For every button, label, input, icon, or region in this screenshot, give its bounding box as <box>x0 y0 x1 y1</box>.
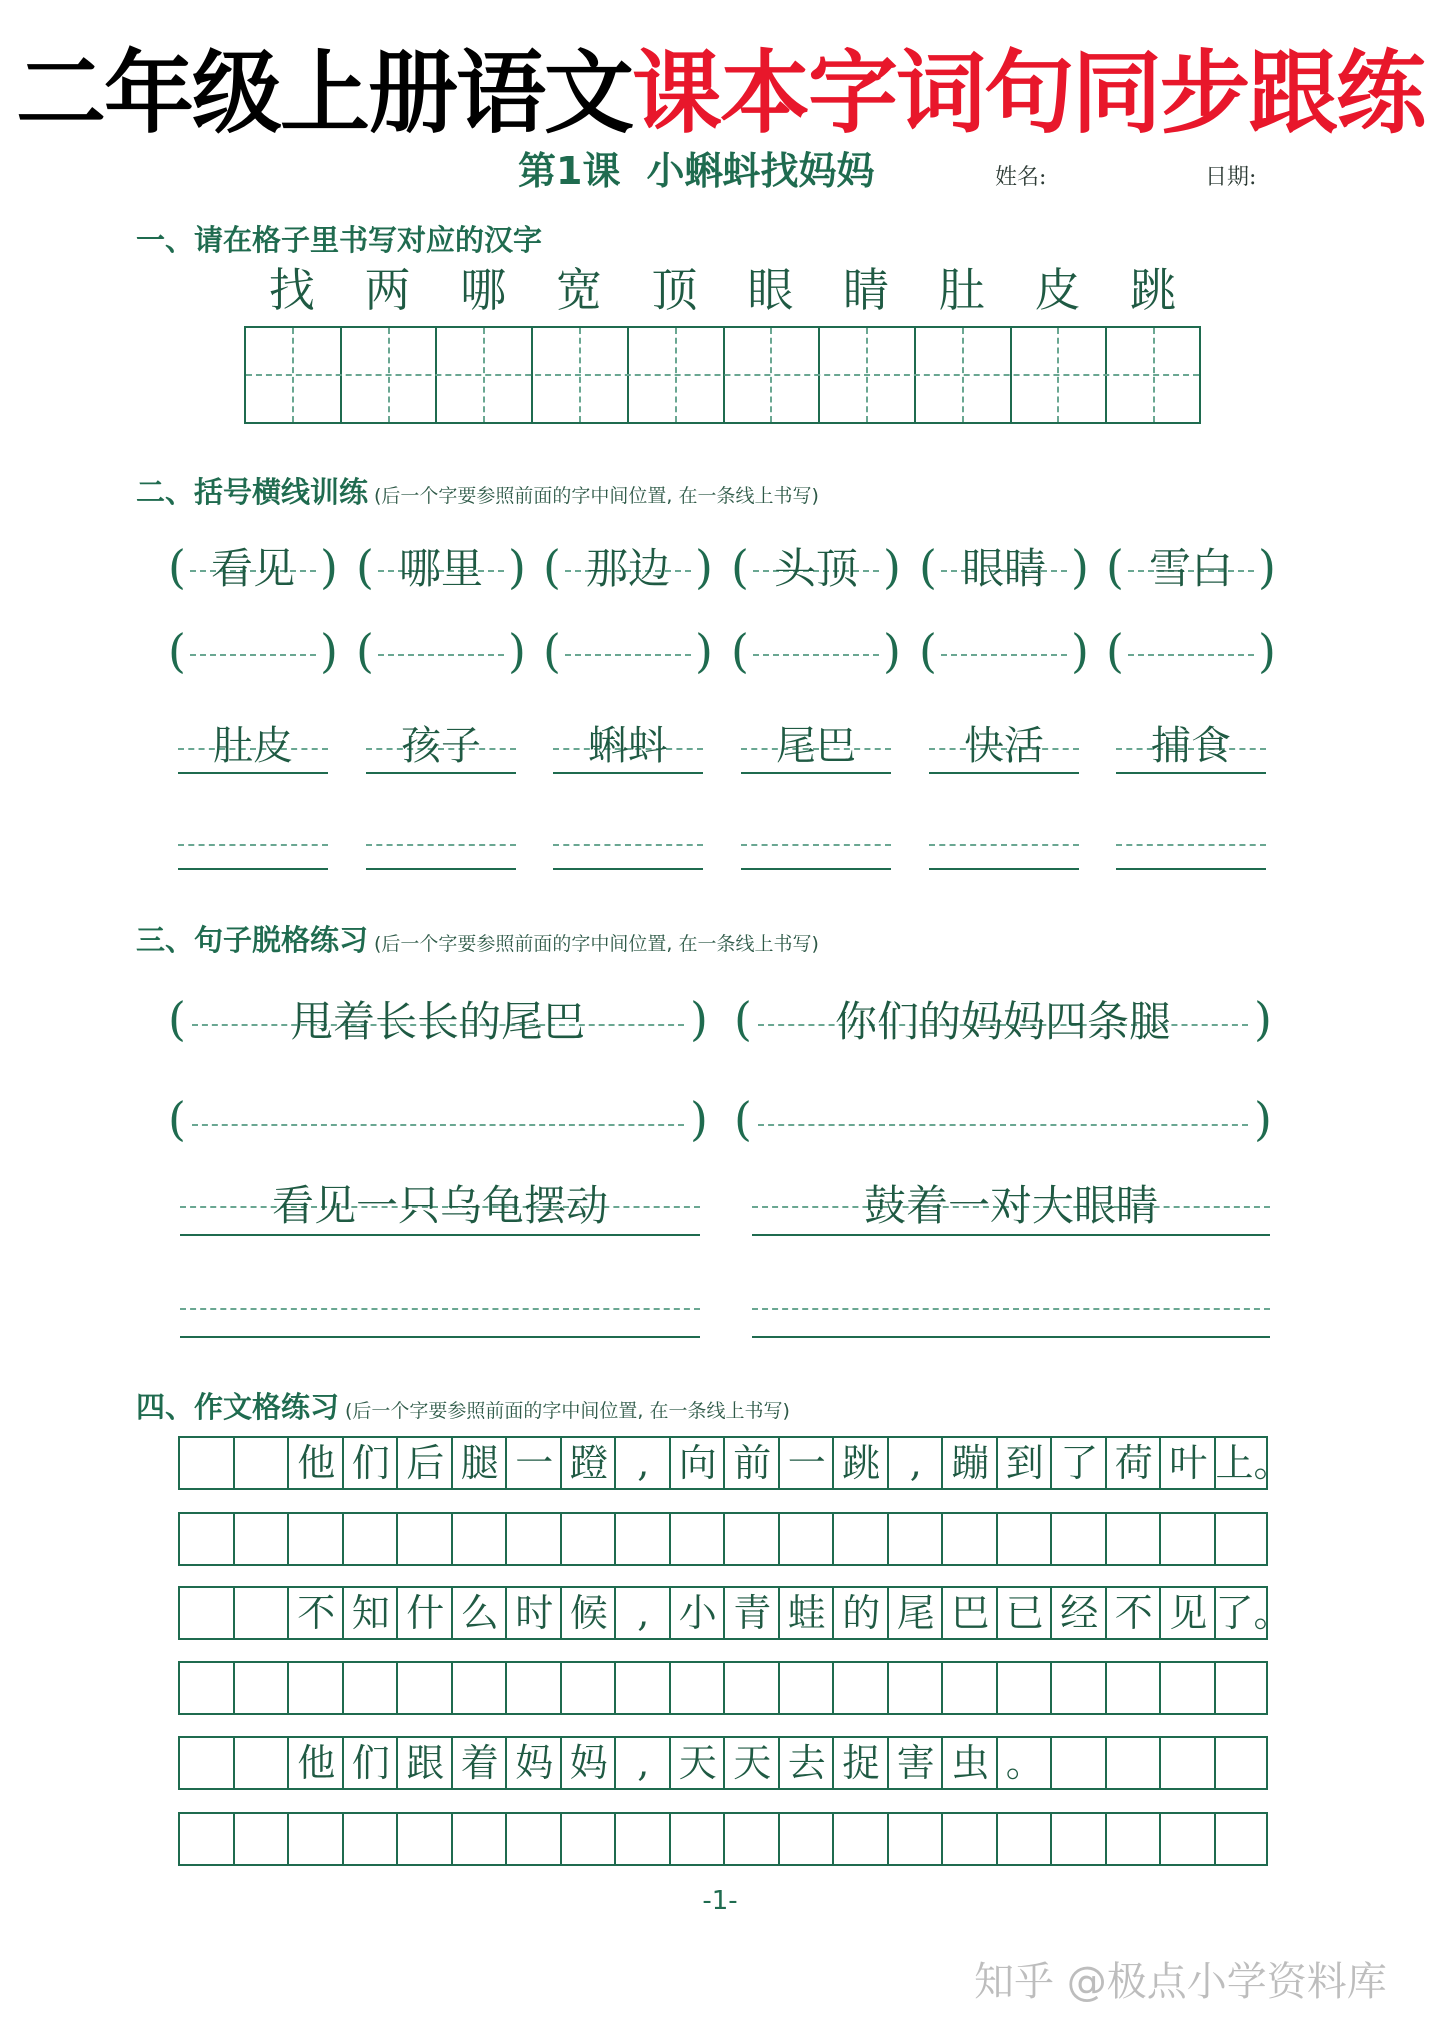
right-paren: ) <box>1258 624 1276 678</box>
cell-divider <box>560 1514 562 1564</box>
composition-char: 蛙 <box>787 1591 826 1635</box>
cell-divider <box>941 1814 943 1864</box>
line-phrase-box <box>752 1176 1270 1240</box>
base-line <box>752 1336 1270 1338</box>
dotted-guide <box>758 1124 1248 1126</box>
section1-writing-grid[interactable] <box>244 326 1201 424</box>
composition-char: 虫 <box>951 1741 990 1785</box>
cell-divider <box>287 1514 289 1564</box>
paren-word: 看见 <box>210 544 295 593</box>
composition-char: 尾 <box>896 1591 935 1635</box>
paren-word: 雪白 <box>1148 544 1233 593</box>
title-red-part: 课本字词句同步跟练 <box>632 40 1424 146</box>
line-blank-box[interactable] <box>178 812 328 872</box>
line-word-box <box>1116 716 1266 776</box>
section1-heading: 一、请在格子里书写对应的汉字 <box>136 223 543 257</box>
line-blank-box[interactable] <box>1116 812 1266 872</box>
composition-char: 么 <box>460 1591 499 1635</box>
right-paren: ) <box>695 624 713 678</box>
cell-divider <box>1159 1814 1161 1864</box>
model-char: 两 <box>364 263 411 317</box>
dotted-guide <box>565 654 691 656</box>
composition-row[interactable] <box>178 1661 1268 1715</box>
paren-phrase: 你们的妈妈四条腿 <box>834 997 1171 1046</box>
composition-char: 候 <box>569 1591 608 1635</box>
paren-word: 那边 <box>585 544 670 593</box>
left-paren: ( <box>168 992 186 1046</box>
cell-divider <box>560 1663 562 1713</box>
composition-char: 已 <box>1005 1591 1044 1635</box>
composition-char: 的 <box>842 1591 881 1635</box>
composition-char: 了 <box>1060 1441 1099 1485</box>
paren-word: 哪里 <box>398 544 483 593</box>
section4-hint: (后一个字要参照前面的字中间位置, 在一条线上书写) <box>345 1400 790 1422</box>
line-phrase: 看见一只乌龟摆动 <box>271 1181 608 1230</box>
right-paren: ) <box>1071 624 1089 678</box>
composition-char: 不 <box>1114 1591 1153 1635</box>
paren-word: 眼睛 <box>961 544 1046 593</box>
watermark: 知乎 @极点小学资料库 <box>974 1959 1387 2005</box>
composition-row[interactable] <box>178 1736 1268 1790</box>
cell-divider <box>1105 1814 1107 1864</box>
dotted-guide <box>366 844 516 846</box>
model-char: 皮 <box>1034 263 1081 317</box>
composition-char: 到 <box>1005 1441 1044 1485</box>
base-line <box>180 1336 700 1338</box>
cell-divider <box>396 1814 398 1864</box>
line-word: 尾巴 <box>776 723 856 769</box>
line-phrase-blank[interactable] <box>180 1278 700 1342</box>
composition-row[interactable] <box>178 1436 1292 1490</box>
paren-word: 头顶 <box>773 544 858 593</box>
line-word: 孩子 <box>401 723 481 769</box>
base-line <box>178 868 328 870</box>
model-char: 睛 <box>843 263 890 317</box>
base-line <box>553 868 703 870</box>
model-char: 眼 <box>747 263 794 317</box>
base-line <box>1116 868 1266 870</box>
composition-char: 害 <box>896 1741 935 1785</box>
cell-divider <box>505 1814 507 1864</box>
composition-char: , <box>909 1441 922 1485</box>
composition-row[interactable] <box>178 1586 1292 1640</box>
composition-char: 一 <box>787 1441 826 1485</box>
section4-title: 四、作文格练习 <box>136 1390 340 1424</box>
composition-char: 后 <box>406 1441 445 1485</box>
composition-char: , <box>637 1591 650 1635</box>
paren-word-box <box>731 540 901 600</box>
composition-char: 跳 <box>842 1441 881 1485</box>
cell-divider <box>1105 1738 1107 1788</box>
left-paren: ( <box>356 624 374 678</box>
cell-divider <box>832 1814 834 1864</box>
paren-phrase: 甩着长长的尾巴 <box>290 997 585 1046</box>
dotted-guide <box>192 1124 684 1126</box>
cell-divider <box>233 1588 235 1638</box>
line-word-box <box>366 716 516 776</box>
cell-divider <box>941 1514 943 1564</box>
left-paren: ( <box>1106 540 1124 594</box>
line-word-box <box>553 716 703 776</box>
composition-char: 上。 <box>1215 1441 1292 1485</box>
dotted-guide <box>553 844 703 846</box>
line-word-box <box>741 716 891 776</box>
cell-divider <box>614 1514 616 1564</box>
model-char: 肚 <box>938 263 985 317</box>
paren-phrase-blank[interactable] <box>734 1090 1272 1154</box>
right-paren: ) <box>883 624 901 678</box>
cell-divider <box>996 1514 998 1564</box>
paren-blank-box[interactable] <box>356 624 526 684</box>
paren-word-box <box>543 540 713 600</box>
line-phrase-blank[interactable] <box>752 1278 1270 1342</box>
cell-divider <box>287 1814 289 1864</box>
cell-divider <box>723 1514 725 1564</box>
model-char: 找 <box>268 263 315 317</box>
cell-divider <box>233 1663 235 1713</box>
composition-char: 蹦 <box>951 1441 990 1485</box>
right-paren: ) <box>508 540 526 594</box>
right-paren: ) <box>690 992 708 1046</box>
line-blank-box[interactable] <box>741 812 891 872</box>
composition-char: 跟 <box>406 1741 445 1785</box>
cell-divider <box>342 1514 344 1564</box>
model-char: 宽 <box>555 263 602 317</box>
composition-char: 天 <box>678 1741 717 1785</box>
cell-divider <box>778 1663 780 1713</box>
dotted-guide <box>378 654 504 656</box>
paren-blank-box[interactable] <box>1106 624 1276 684</box>
line-phrase-box <box>180 1176 700 1240</box>
dotted-guide <box>1116 844 1266 846</box>
cell-divider <box>451 1514 453 1564</box>
composition-char: 天 <box>733 1741 772 1785</box>
cell-divider <box>1159 1514 1161 1564</box>
cell-divider <box>669 1514 671 1564</box>
cell-divider <box>723 1663 725 1713</box>
composition-char: 去 <box>787 1741 826 1785</box>
dotted-guide <box>753 654 879 656</box>
base-line <box>741 868 891 870</box>
grid-guide-h <box>246 374 1199 376</box>
left-paren: ( <box>734 1092 752 1146</box>
section2-hint: (后一个字要参照前面的字中间位置, 在一条线上书写) <box>374 485 819 507</box>
cell-divider <box>832 1514 834 1564</box>
cell-divider <box>614 1814 616 1864</box>
right-paren: ) <box>1258 540 1276 594</box>
cell-divider <box>342 1663 344 1713</box>
dotted-guide <box>752 1308 1270 1310</box>
section4-heading <box>136 1385 790 1426</box>
section2-title: 二、括号横线训练 <box>136 475 369 509</box>
composition-char: 妈 <box>569 1741 608 1785</box>
cell-divider <box>451 1663 453 1713</box>
cell-divider <box>1214 1738 1216 1788</box>
right-paren: ) <box>1254 992 1272 1046</box>
page-number: -1- <box>702 1886 738 1916</box>
composition-char: , <box>637 1441 650 1485</box>
dotted-guide <box>180 1308 700 1310</box>
composition-char: 妈 <box>515 1741 554 1785</box>
cell-divider <box>287 1663 289 1713</box>
composition-char: 了。 <box>1215 1591 1292 1635</box>
line-word-box <box>929 716 1079 776</box>
left-paren: ( <box>168 624 186 678</box>
cell-divider <box>1050 1663 1052 1713</box>
line-phrase: 鼓着一对大眼睛 <box>863 1181 1158 1230</box>
cell-divider <box>996 1663 998 1713</box>
line-blank-box[interactable] <box>929 812 1079 872</box>
composition-char: , <box>637 1741 650 1785</box>
composition-char: 。 <box>1005 1741 1044 1785</box>
dotted-guide <box>178 844 328 846</box>
paren-blank-box[interactable] <box>543 624 713 684</box>
left-paren: ( <box>168 540 186 594</box>
composition-char: 向 <box>678 1441 717 1485</box>
composition-char: 一 <box>515 1441 554 1485</box>
composition-char: 知 <box>351 1591 390 1635</box>
line-word: 快活 <box>964 723 1044 769</box>
right-paren: ) <box>1071 540 1089 594</box>
cell-divider <box>560 1814 562 1864</box>
composition-row[interactable] <box>178 1812 1268 1866</box>
cell-divider <box>887 1514 889 1564</box>
cell-divider <box>778 1514 780 1564</box>
cell-divider <box>778 1814 780 1864</box>
model-char: 哪 <box>460 263 507 317</box>
right-paren: ) <box>690 1092 708 1146</box>
left-paren: ( <box>731 540 749 594</box>
lesson-title: 小蝌蚪找妈妈 <box>646 149 875 193</box>
line-word: 捕食 <box>1151 723 1231 769</box>
left-paren: ( <box>356 540 374 594</box>
right-paren: ) <box>1254 1092 1272 1146</box>
composition-char: 他 <box>297 1741 336 1785</box>
paren-phrase-box <box>168 990 708 1054</box>
paren-word-box <box>919 540 1089 600</box>
cell-divider <box>1105 1663 1107 1713</box>
right-paren: ) <box>320 540 338 594</box>
paren-word-box <box>356 540 526 600</box>
cell-divider <box>723 1814 725 1864</box>
cell-divider <box>505 1663 507 1713</box>
right-paren: ) <box>695 540 713 594</box>
cell-divider <box>396 1514 398 1564</box>
left-paren: ( <box>919 540 937 594</box>
cell-divider <box>996 1814 998 1864</box>
left-paren: ( <box>734 992 752 1046</box>
line-blank-box[interactable] <box>553 812 703 872</box>
line-blank-box[interactable] <box>366 812 516 872</box>
cell-divider <box>1105 1514 1107 1564</box>
section2-heading <box>136 470 819 511</box>
composition-char: 前 <box>733 1441 772 1485</box>
right-paren: ) <box>320 624 338 678</box>
composition-char: 时 <box>515 1591 554 1635</box>
cell-divider <box>614 1663 616 1713</box>
composition-char: 青 <box>733 1591 772 1635</box>
paren-blank-box[interactable] <box>731 624 901 684</box>
cell-divider <box>505 1514 507 1564</box>
model-char: 跳 <box>1130 263 1177 317</box>
composition-char: 蹬 <box>569 1441 608 1485</box>
right-paren: ) <box>883 540 901 594</box>
cell-divider <box>1159 1738 1161 1788</box>
cell-divider <box>233 1514 235 1564</box>
title-black-part: 二年级上册语文 <box>16 40 632 146</box>
paren-phrase-box <box>734 990 1272 1054</box>
composition-char: 着 <box>460 1741 499 1785</box>
cell-divider <box>233 1738 235 1788</box>
composition-char: 巴 <box>951 1591 990 1635</box>
section3-heading <box>136 918 819 959</box>
cell-divider <box>1159 1663 1161 1713</box>
left-paren: ( <box>919 624 937 678</box>
composition-char: 见 <box>1169 1591 1208 1635</box>
page-title <box>0 38 1440 148</box>
dotted-guide <box>941 654 1067 656</box>
section3-title: 三、句子脱格练习 <box>136 923 369 957</box>
right-paren: ) <box>508 624 526 678</box>
composition-char: 经 <box>1060 1591 1099 1635</box>
cell-divider <box>1214 1514 1216 1564</box>
model-char: 顶 <box>651 263 698 317</box>
dotted-guide <box>1128 654 1254 656</box>
cell-divider <box>1214 1814 1216 1864</box>
lesson-heading <box>518 140 874 195</box>
cell-divider <box>887 1663 889 1713</box>
composition-char: 什 <box>406 1591 445 1635</box>
paren-blank-box[interactable] <box>919 624 1089 684</box>
section3-hint: (后一个字要参照前面的字中间位置, 在一条线上书写) <box>374 933 819 955</box>
composition-row[interactable] <box>178 1512 1268 1566</box>
paren-word-box <box>168 540 338 600</box>
composition-char: 叶 <box>1169 1441 1208 1485</box>
cell-divider <box>887 1814 889 1864</box>
base-line <box>929 868 1079 870</box>
line-word-box <box>178 716 328 776</box>
dotted-guide <box>929 844 1079 846</box>
cell-divider <box>342 1814 344 1864</box>
cell-divider <box>941 1663 943 1713</box>
cell-divider <box>233 1438 235 1488</box>
name-label: 姓名: <box>995 165 1047 190</box>
base-line <box>366 868 516 870</box>
cell-divider <box>1050 1514 1052 1564</box>
left-paren: ( <box>543 540 561 594</box>
dotted-guide <box>741 844 891 846</box>
line-word: 肚皮 <box>213 723 293 769</box>
composition-char: 小 <box>678 1591 717 1635</box>
paren-word-box <box>1106 540 1276 600</box>
composition-char: 荷 <box>1114 1441 1153 1485</box>
lesson-number: 第1课 <box>518 149 621 193</box>
left-paren: ( <box>168 1092 186 1146</box>
cell-divider <box>396 1663 398 1713</box>
dotted-guide <box>190 654 316 656</box>
left-paren: ( <box>1106 624 1124 678</box>
left-paren: ( <box>731 624 749 678</box>
cell-divider <box>1214 1663 1216 1713</box>
cell-divider <box>1050 1814 1052 1864</box>
date-label: 日期: <box>1205 165 1257 190</box>
composition-char: 们 <box>351 1741 390 1785</box>
cell-divider <box>451 1814 453 1864</box>
paren-blank-box[interactable] <box>168 624 338 684</box>
paren-phrase-blank[interactable] <box>168 1090 708 1154</box>
left-paren: ( <box>543 624 561 678</box>
composition-char: 们 <box>351 1441 390 1485</box>
composition-char: 捉 <box>842 1741 881 1785</box>
composition-char: 腿 <box>460 1441 499 1485</box>
cell-divider <box>669 1814 671 1864</box>
cell-divider <box>832 1663 834 1713</box>
cell-divider <box>669 1663 671 1713</box>
line-word: 蝌蚪 <box>588 723 668 769</box>
composition-char: 不 <box>297 1591 336 1635</box>
cell-divider <box>233 1814 235 1864</box>
composition-char: 他 <box>297 1441 336 1485</box>
